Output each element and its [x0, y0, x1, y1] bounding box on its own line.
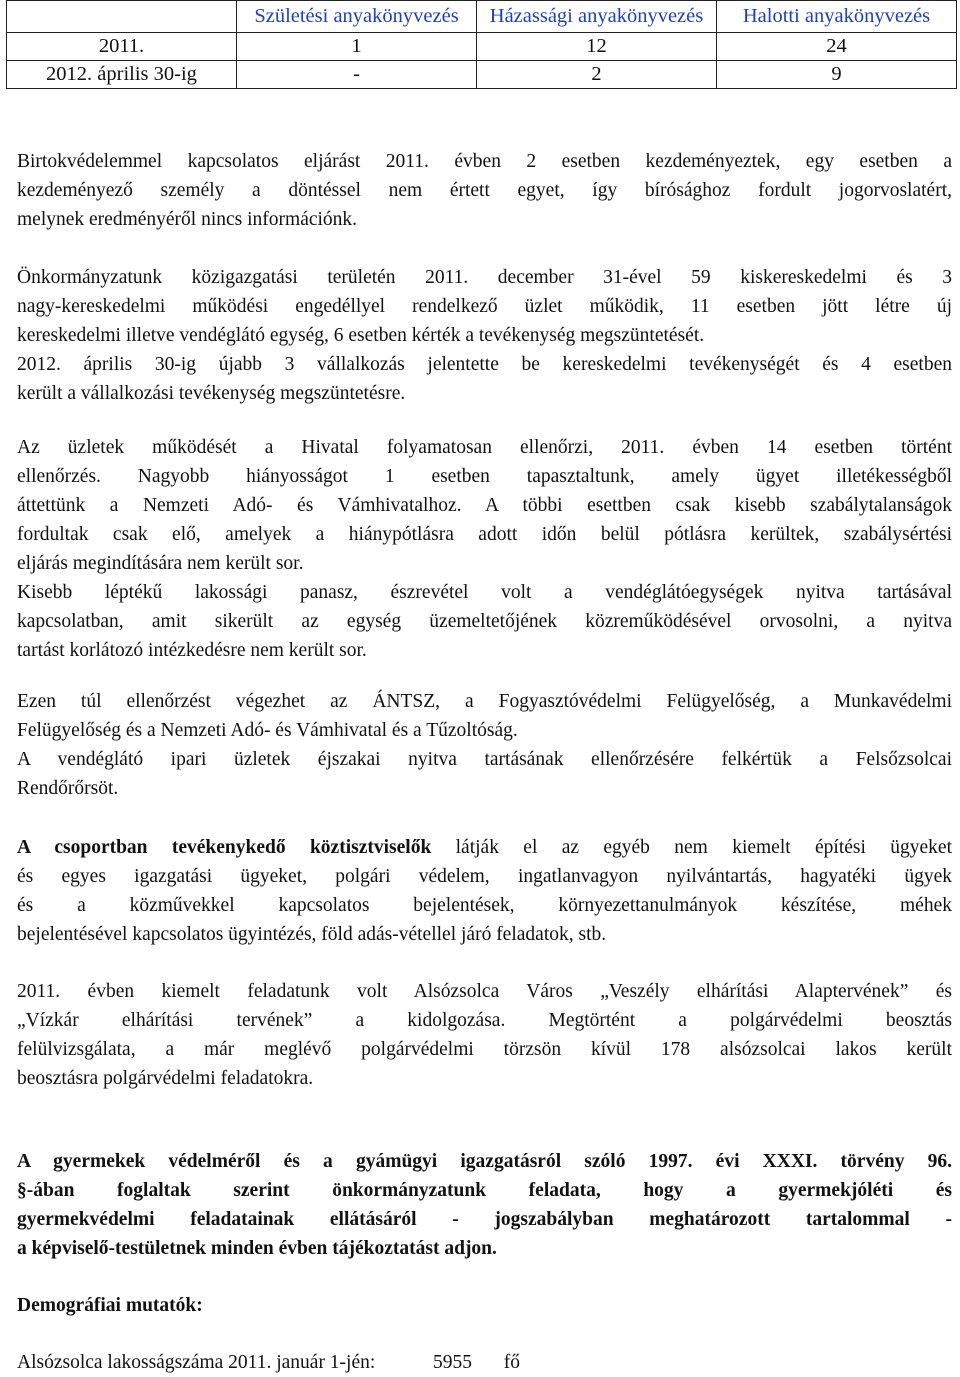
table-cell: 9 [717, 61, 957, 89]
text-line: kezdeményező személy a döntéssel nem értett egyet, így bírósághoz fordult jogorvoslatért, [17, 180, 952, 201]
paragraph-property-protection [17, 147, 952, 234]
text-line: 2011. évben kiemelt feladatunk volt Alsózsolca Város „Veszély elhárítási Alaptervének” és [17, 981, 952, 1002]
text-line: Kisebb léptékű lakossági panasz, észrevétel volt a vendéglátóegységek nyitva tartásával [17, 582, 952, 603]
registry-statistics-table [6, 0, 957, 89]
text-line: Ezen túl ellenőrzést végezhet az ÁNTSZ, a Fogyasztóvédelmi Felügyelőség, a Munkavédelmi [17, 691, 952, 712]
paragraph-child-protection-law [17, 1147, 952, 1263]
population-unit: fő [503, 1352, 521, 1373]
table-cell-year: 2011. [7, 33, 237, 61]
text-line: Az üzletek működését a Hivatal folyamatosan ellenőrzi, 2011. évben 14 esetben történt [17, 437, 952, 458]
table-cell: 1 [237, 33, 477, 61]
table-row [7, 61, 957, 89]
text-line: bejelentésével kapcsolatos ügyintézés, föld adás-vétellel járó feladatok, stb. [17, 924, 607, 945]
bold-lead: A csoportban tevékenykedő köztisztviselők [17, 837, 432, 858]
text-line: került a vállalkozási tevékenység megszüntetésre. [17, 383, 406, 404]
population-line [17, 1348, 952, 1377]
text-line: a képviselő-testületnek minden évben tájékoztatást adjon. [17, 1238, 497, 1259]
text-line: 2012. április 30-ig újabb 3 vállalkozás jelentette be kereskedelmi tevékenységét és 4 esetben [17, 354, 952, 375]
table-header-death: Halotti anyakönyvezés [717, 1, 957, 33]
text-line: eljárás megindítására nem került sor. [17, 553, 304, 574]
text-line: A gyermekek védelméről és a gyámügyi igazgatásról szóló 1997. évi XXXI. törvény 96. [17, 1151, 952, 1172]
population-value: 5955 [433, 1352, 473, 1373]
table-cell: 24 [717, 33, 957, 61]
text-line: melynek eredményéről nincs információnk. [17, 209, 358, 230]
text-line: ellenőrzés. Nagyobb hiányosságot 1 esetben tapasztaltunk, amely ügyet illetékességből [17, 466, 952, 487]
text-line: kereskedelmi illetve vendéglátó egység, 6 esetben kérték a tevékenység megszüntetését. [17, 325, 705, 346]
text-line: és a közművekkel kapcsolatos bejelentések, környezettanulmányok készítése, méhek [17, 895, 952, 916]
paragraph-civil-servants [17, 833, 952, 949]
text-line: Felügyelőség és a Nemzeti Adó- és Vámhivatal és a Tűzoltóság. [17, 720, 518, 741]
text-line: beosztásra polgárvédelmi feladatokra. [17, 1068, 314, 1089]
text-line: A vendéglátó ipari üzletek éjszakai nyitva tartásának ellenőrzésére felkértük a Felsőzsolcai [17, 749, 952, 770]
text-line: tartást korlátozó intézkedésre nem került sor. [17, 640, 367, 661]
text-line: „Vízkár elhárítási tervének” a kidolgozása. Megtörtént a polgárvédelmi beosztás [17, 1010, 952, 1031]
text-line: és egyes igazgatási ügyeket, polgári védelem, ingatlanvagyon nyilvántartás, hagyatéki ügyek [17, 866, 952, 887]
paragraph-inspections [17, 433, 952, 665]
text-line: Rendőrőrsöt. [17, 778, 119, 799]
text-line: kapcsolatban, amit sikerült az egység üzemeltetőjének közreműködésével orvosolni, a nyitva [17, 611, 952, 632]
table-header-marriage: Házassági anyakönyvezés [477, 1, 717, 33]
table-cell: 2 [477, 61, 717, 89]
text-fragment: látják el az egyéb nem kiemelt építési ügyeket [431, 837, 952, 858]
table-header-corner [7, 1, 237, 33]
text-line: áttettünk a Nemzeti Adó- és Vámhivatalhoz. A többi esettben csak kisebb szabálytalanságok [17, 495, 952, 516]
table-cell: - [237, 61, 477, 89]
text-line: gyermekvédelmi feladatainak ellátásáról - jogszabályban meghatározott tartalommal - [17, 1209, 952, 1230]
table-row [7, 33, 957, 61]
text-line: Birtokvédelemmel kapcsolatos eljárást 2011. évben 2 esetben kezdeményeztek, egy esetben a [17, 151, 952, 172]
population-label: Alsózsolca lakosságszáma 2011. január 1-jén: [17, 1352, 376, 1373]
paragraph-authorities [17, 687, 952, 803]
text-line [17, 833, 952, 862]
text-line: §-ában foglaltak szerint önkormányzatunk feladata, hogy a gyermekjóléti és [17, 1180, 952, 1201]
paragraph-commerce [17, 263, 952, 408]
paragraph-civil-defense [17, 977, 952, 1093]
table-cell: 12 [477, 33, 717, 61]
table-header-row [7, 1, 957, 33]
text-line: Önkormányzatunk közigazgatási területén 2011. december 31-ével 59 kiskereskedelmi és 3 [17, 267, 952, 288]
table-header-birth: Születési anyakönyvezés [237, 1, 477, 33]
text-line: felülvizsgálata, a már meglévő polgárvédelmi törzsön kívül 178 alsózsolcai lakos került [17, 1039, 952, 1060]
demographics-heading: Demográfiai mutatók: [17, 1295, 203, 1316]
text-line: nagy-kereskedelmi működési engedéllyel rendelkező üzlet működik, 11 esetben jött létre új [17, 296, 952, 317]
text-line: fordultak csak elő, amelyek a hiánypótlásra adott időn belül pótlásra kerültek, szabálysértési [17, 524, 952, 545]
table-cell-year: 2012. április 30-ig [7, 61, 237, 89]
